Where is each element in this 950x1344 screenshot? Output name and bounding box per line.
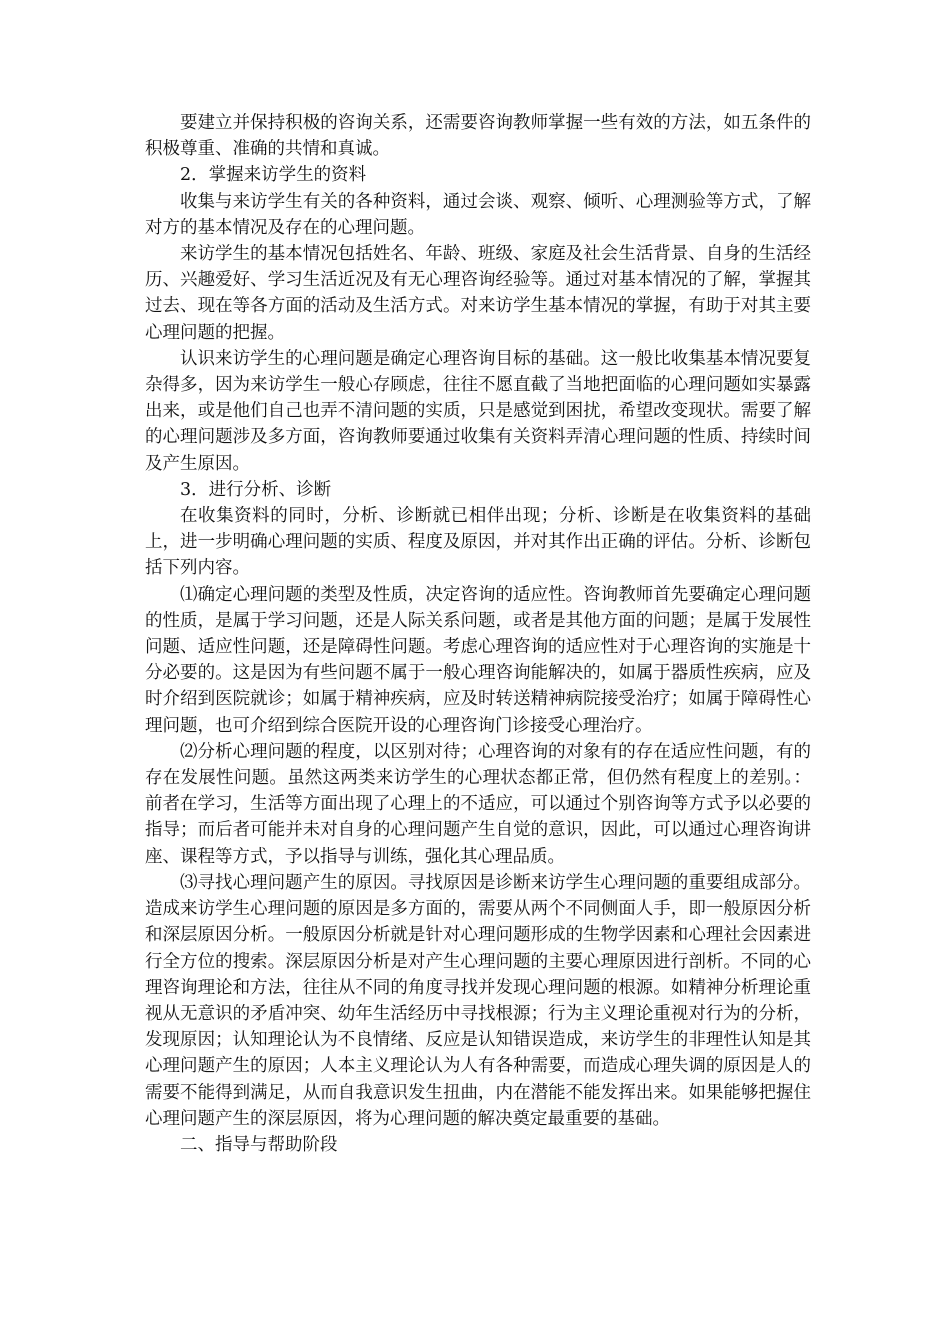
paragraph-collect-information: 收集与来访学生有关的各种资料，通过会谈、观察、倾听、心理测验等方式，了解对方的基本情况及存在的心理问题。 (145, 191, 811, 238)
paragraph-counseling-relationship: 要建立并保持积极的咨询关系，还需要咨询教师掌握一些有效的方法，如五条件的积极尊重、准确的共情和真诚。 (145, 113, 811, 160)
heading-grasp-student-information: 2．掌握来访学生的资料 (180, 165, 367, 186)
heading-analysis-diagnosis: 3．进行分析、诊断 (180, 479, 332, 500)
paragraph-identify-problems: 认识来访学生的心理问题是确定心理咨询目标的基础。这一般比收集基本情况要复杂得多，因为来访学生一般心存顾虑，往往不愿直截了当地把面临的心理问题如实暴露出来，或是他们自己也弄不清问题的实质，只是感觉到困扰，希望改变现状。需要了解的心理问题涉及多方面，咨询教师要通过收集有关资料弄清心理问题的性质、持续时间及产生原因。 (145, 348, 811, 474)
document-body (145, 110, 811, 1158)
paragraph-problem-degree: ⑵分析心理问题的程度，以区别对待；心理咨询的对象有的存在适应性问题，有的存在发展性问题。虽然这两类来访学生的心理状态都正常，但仍然有程度上的差别。：前者在学习，生活等方面出现了心理上的不适应，可以通过个别咨询等方式予以必要的指导；而后者可能并未对自身的心理问题产生自觉的意识，因此，可以通过心理咨询讲座、课程等方式，予以指导与训练，强化其心理品质。 (145, 741, 811, 867)
paragraph-problem-type: ⑴确定心理问题的类型及性质，决定咨询的适应性。咨询教师首先要确定心理问题的性质，是属于学习问题，还是人际关系问题，或者是其他方面的问题；是属于发展性问题、适应性问题，还是障碍性问题。考虑心理咨询的适应性对于心理咨询的实施是十分必要的。这是因为有些问题不属于一般心理咨询能解决的，如属于器质性疾病，应及时介绍到医院就诊；如属于精神疾病，应及时转送精神病院接受治疗；如属于障碍性心理问题，也可介绍到综合医院开设的心理咨询门诊接受心理治疗。 (145, 584, 811, 736)
heading-guidance-stage: 二、指导与帮助阶段 (180, 1134, 338, 1155)
paragraph-analysis-intro: 在收集资料的同时，分析、诊断就已相伴出现；分析、诊断是在收集资料的基础上，进一步明确心理问题的实质、程度及原因，并对其作出正确的评估。分析、诊断包括下列内容。 (145, 506, 811, 579)
paragraph-problem-causes: ⑶寻找心理问题产生的原因。寻找原因是诊断来访学生心理问题的重要组成部分。造成来访学生心理问题的原因是多方面的，需要从两个不同侧面人手，即一般原因分析和深层原因分析。一般原因分析就是针对心理问题形成的生物学因素和心理社会因素进行全方位的搜索。深层原因分析是对产生心理问题的主要心理原因进行剖析。不同的心理咨询理论和方法，往往从不同的角度寻找并发现心理问题的根源。如精神分析理论重视从无意识的矛盾冲突、幼年生活经历中寻找根源；行为主义理论重视对行为的分析，发现原因；认知理论认为不良情绪、反应是认知错误造成，来访学生的非理性认知是其心理问题产生的原因；人本主义理论认为人有各种需要，而造成心理失调的原因是人的需要不能得到满足，从而自我意识发生扭曲，内在潜能不能发挥出来。如果能够把握住心理问题产生的深层原因，将为心理问题的解决奠定最重要的基础。 (145, 872, 811, 1129)
paragraph-basic-situation: 来访学生的基本情况包括姓名、年龄、班级、家庭及社会生活背景、自身的生活经历、兴趣爱好、学习生活近况及有无心理咨询经验等。通过对基本情况的了解，掌握其过去、现在等各方面的活动及生活方式。对来访学生基本情况的掌握，有助于对其主要心理问题的把握。 (145, 244, 811, 343)
